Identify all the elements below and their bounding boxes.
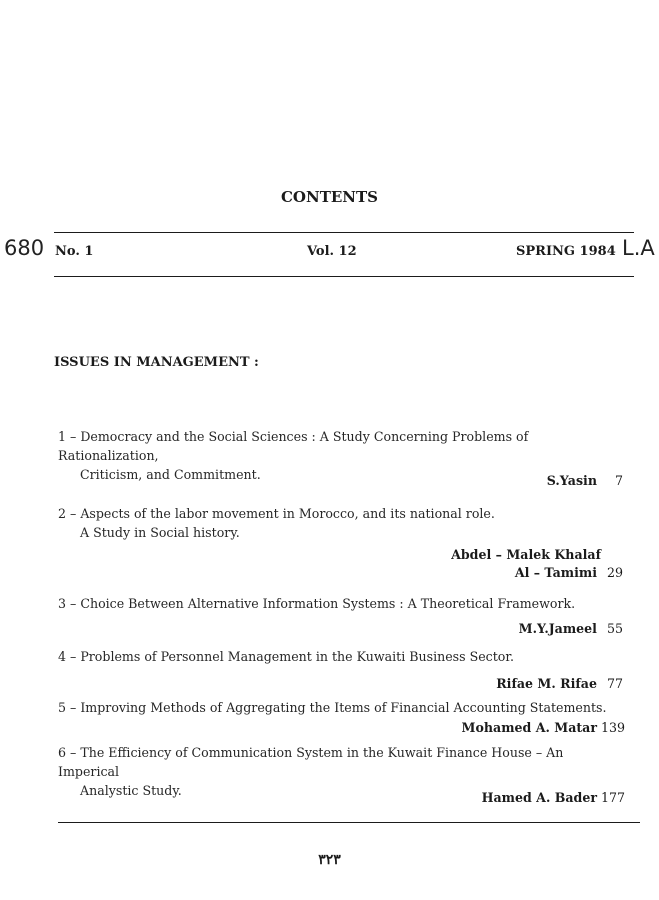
author-name: Hamed A. Bader [481,790,597,805]
handwritten-number: 680 [4,236,45,260]
entry-title-continuation: A Study in Social history. [80,525,240,540]
entry-title-continuation: Analystic Study. [80,783,182,798]
author-name: Rifae M. Rifae [496,676,597,691]
page-number: 55 [606,621,623,636]
issue-number: No. 1 [55,244,94,259]
section-heading: ISSUES IN MANAGEMENT : [54,355,259,370]
toc-entry [58,698,628,717]
toc-author-line [461,718,626,738]
page-number: 77 [606,676,623,691]
page-number: 139 [601,720,626,735]
page-number: 29 [606,565,623,580]
entry-title-line: 3 – Choice Between Alternative Information Systems : A Theoretical Framework. [58,596,576,611]
page-number: 177 [601,790,626,805]
author-name: S.Yasin [546,473,597,488]
toc-entry [58,594,628,613]
entry-title-continuation: Criticism, and Commitment. [80,467,261,482]
toc-author-line [481,788,626,808]
toc-author-line [547,471,623,491]
footer-page-number: ٣٢٣ [318,852,341,868]
toc-entry [58,427,628,484]
entry-title-line: 1 – Democracy and the Social Sciences : A Study Concerning Problems of Rationalization, [58,429,529,463]
entry-title-line: 4 – Problems of Personnel Management in the Kuwaiti Business Sector. [58,649,515,664]
toc-entry [58,504,628,542]
toc-author-line [519,619,623,639]
toc-author-line [496,674,623,694]
entry-title-line: 6 – The Efficiency of Communication System in the Kuwait Finance House – An Imperical [58,745,564,779]
author-name: M.Y.Jameel [518,621,597,636]
volume-number: Vol. 12 [307,244,357,259]
header-rule [54,276,634,277]
toc-entry [58,647,628,666]
entry-title-line: 2 – Aspects of the labor movement in Morocco, and its national role. [58,506,495,521]
author-name-continuation: Al – Tamimi [514,565,597,580]
toc-author-line [515,563,623,583]
top-rule [54,232,634,233]
footer-rule [58,822,640,823]
author-name: Mohamed A. Matar [461,720,597,735]
issue-season: SPRING 1984 [516,244,616,259]
page-title: CONTENTS [280,188,379,206]
toc-author-line [451,545,601,565]
handwritten-initials: L.A [622,236,655,260]
page-number: 7 [614,473,623,488]
author-name: Abdel – Malek Khalaf [451,547,601,562]
entry-title-line: 5 – Improving Methods of Aggregating the Items of Financial Accounting Statements. [58,700,607,715]
